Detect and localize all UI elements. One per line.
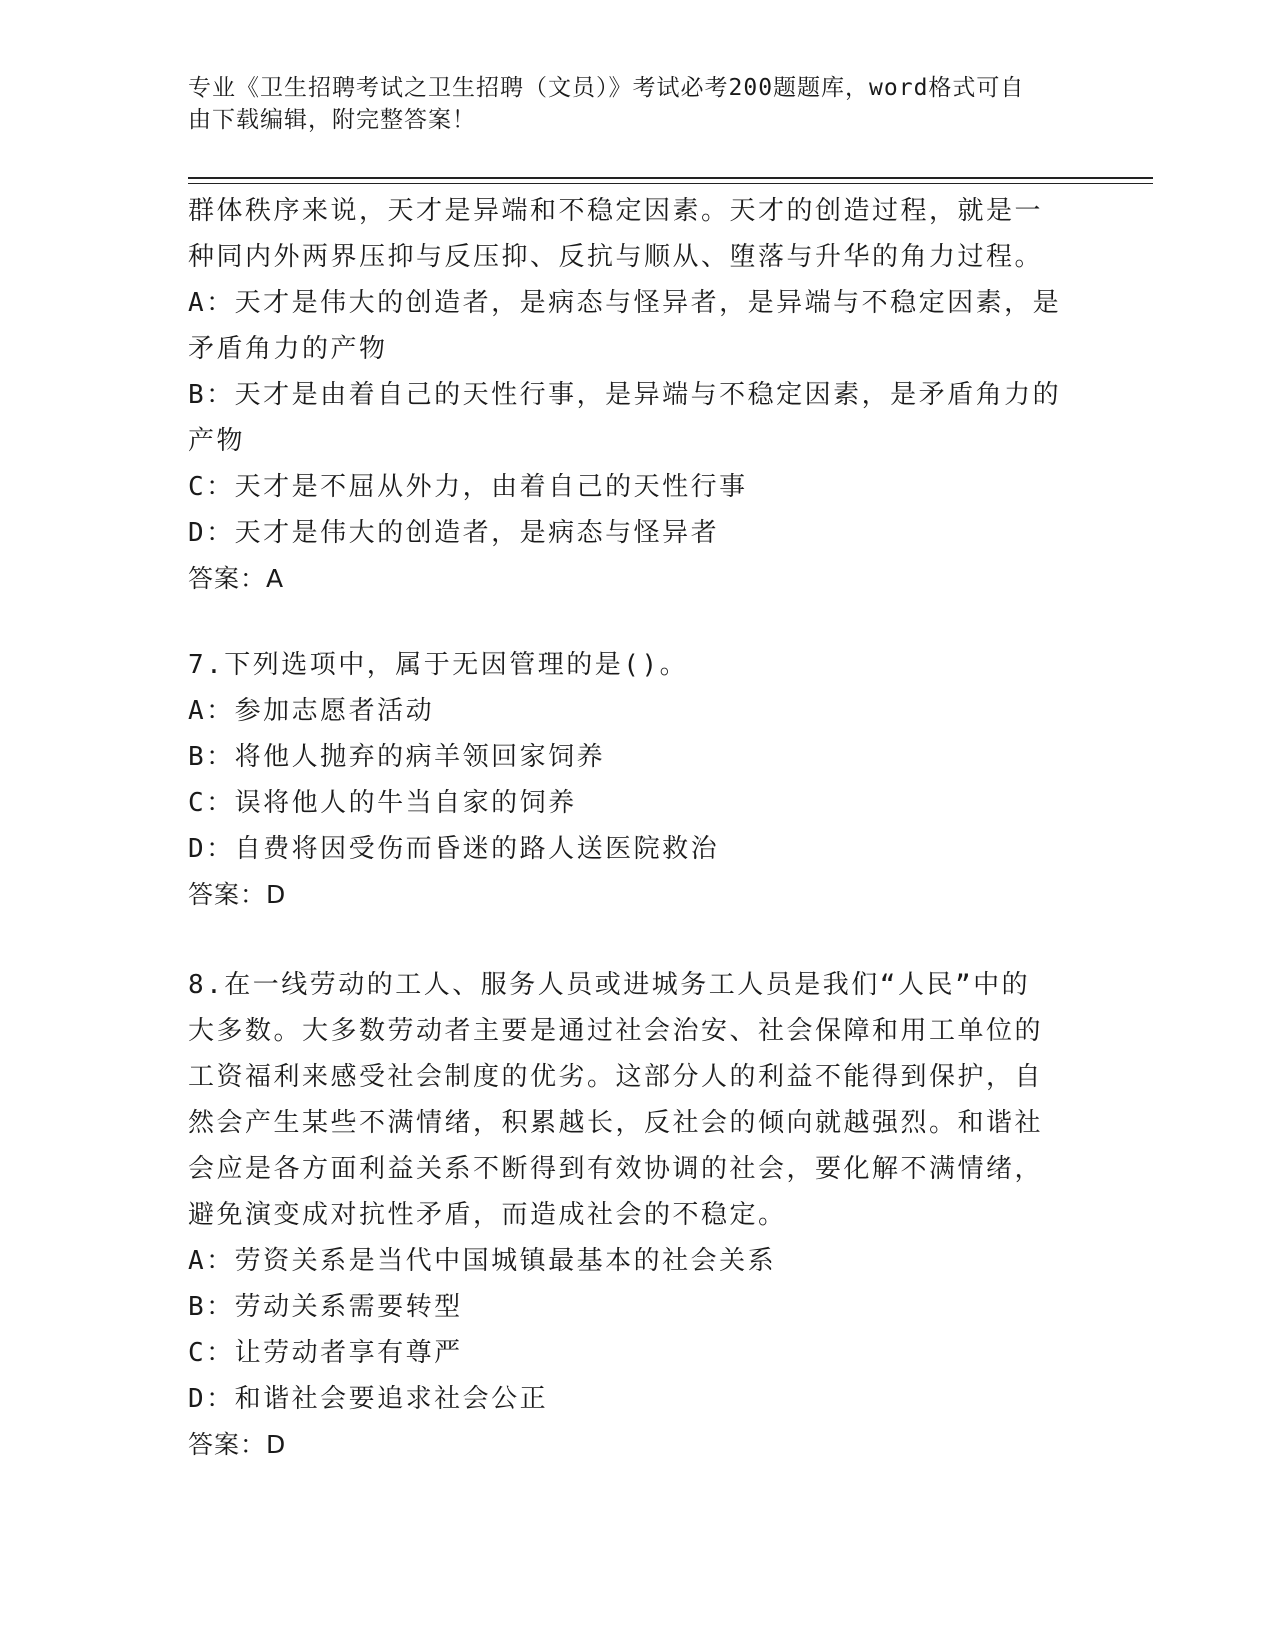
option-b-line: B：天才是由着自己的天性行事，是异端与不稳定因素，是矛盾角力的 <box>188 380 1062 410</box>
page-header <box>188 72 1068 136</box>
answer-label: 答案：D <box>188 1430 287 1459</box>
question-stem-line: 大多数。大多数劳动者主要是通过社会治安、社会保障和用工单位的 <box>188 1016 1044 1046</box>
question-stem-line: 然会产生某些不满情绪，积累越长，反社会的倾向就越强烈。和谐社 <box>188 1108 1044 1138</box>
answer-label: 答案：D <box>188 880 287 909</box>
question-stem-line: 工资福利来感受社会制度的优劣。这部分人的利益不能得到保护，自 <box>188 1062 1044 1092</box>
option-c-line: C：误将他人的牛当自家的饲养 <box>188 788 577 818</box>
header-divider-thick <box>188 177 1153 179</box>
option-b-line: B：劳动关系需要转型 <box>188 1292 463 1322</box>
answer-label: 答案：A <box>188 564 285 593</box>
question-spacer <box>188 918 1088 962</box>
option-c-line: C：天才是不屈从外力，由着自己的天性行事 <box>188 472 748 502</box>
option-d-line: D：天才是伟大的创造者，是病态与怪异者 <box>188 518 720 548</box>
option-c-line: C：让劳动者享有尊严 <box>188 1338 463 1368</box>
question-stem-line: 种同内外两界压抑与反压抑、反抗与顺从、堕落与升华的角力过程。 <box>188 242 1044 272</box>
question-stem-line: 避免演变成对抗性矛盾，而造成社会的不稳定。 <box>188 1200 787 1230</box>
question-stem-line: 7.下列选项中，属于无因管理的是()。 <box>188 650 689 680</box>
option-a-line: A：劳资关系是当代中国城镇最基本的社会关系 <box>188 1246 777 1276</box>
question-7 <box>188 642 1088 918</box>
option-d-line: D：自费将因受伤而昏迷的路人送医院救治 <box>188 834 720 864</box>
option-a-line: A：参加志愿者活动 <box>188 696 435 726</box>
question-6-continued <box>188 188 1088 602</box>
header-title-line-1: 专业《卫生招聘考试之卫生招聘（文员）》考试必考200题题库，word格式可自 <box>188 75 1025 101</box>
question-spacer <box>188 602 1088 642</box>
option-a-line-cont: 矛盾角力的产物 <box>188 334 388 364</box>
question-stem-line: 群体秩序来说，天才是异端和不稳定因素。天才的创造过程，就是一 <box>188 196 1044 226</box>
question-stem-line: 8.在一线劳动的工人、服务人员或进城务工人员是我们“人民”中的 <box>188 970 1031 1000</box>
option-b-line-cont: 产物 <box>188 426 246 456</box>
question-8 <box>188 962 1088 1468</box>
header-title-line-2: 由下载编辑，附完整答案！ <box>188 107 476 133</box>
option-d-line: D：和谐社会要追求社会公正 <box>188 1384 549 1414</box>
option-b-line: B：将他人抛弃的病羊领回家饲养 <box>188 742 606 772</box>
questions-body <box>188 188 1088 1468</box>
option-a-line: A：天才是伟大的创造者，是病态与怪异者，是异端与不稳定因素，是 <box>188 288 1062 318</box>
header-divider-thin <box>188 183 1153 184</box>
question-stem-line: 会应是各方面利益关系不断得到有效协调的社会，要化解不满情绪， <box>188 1154 1044 1184</box>
